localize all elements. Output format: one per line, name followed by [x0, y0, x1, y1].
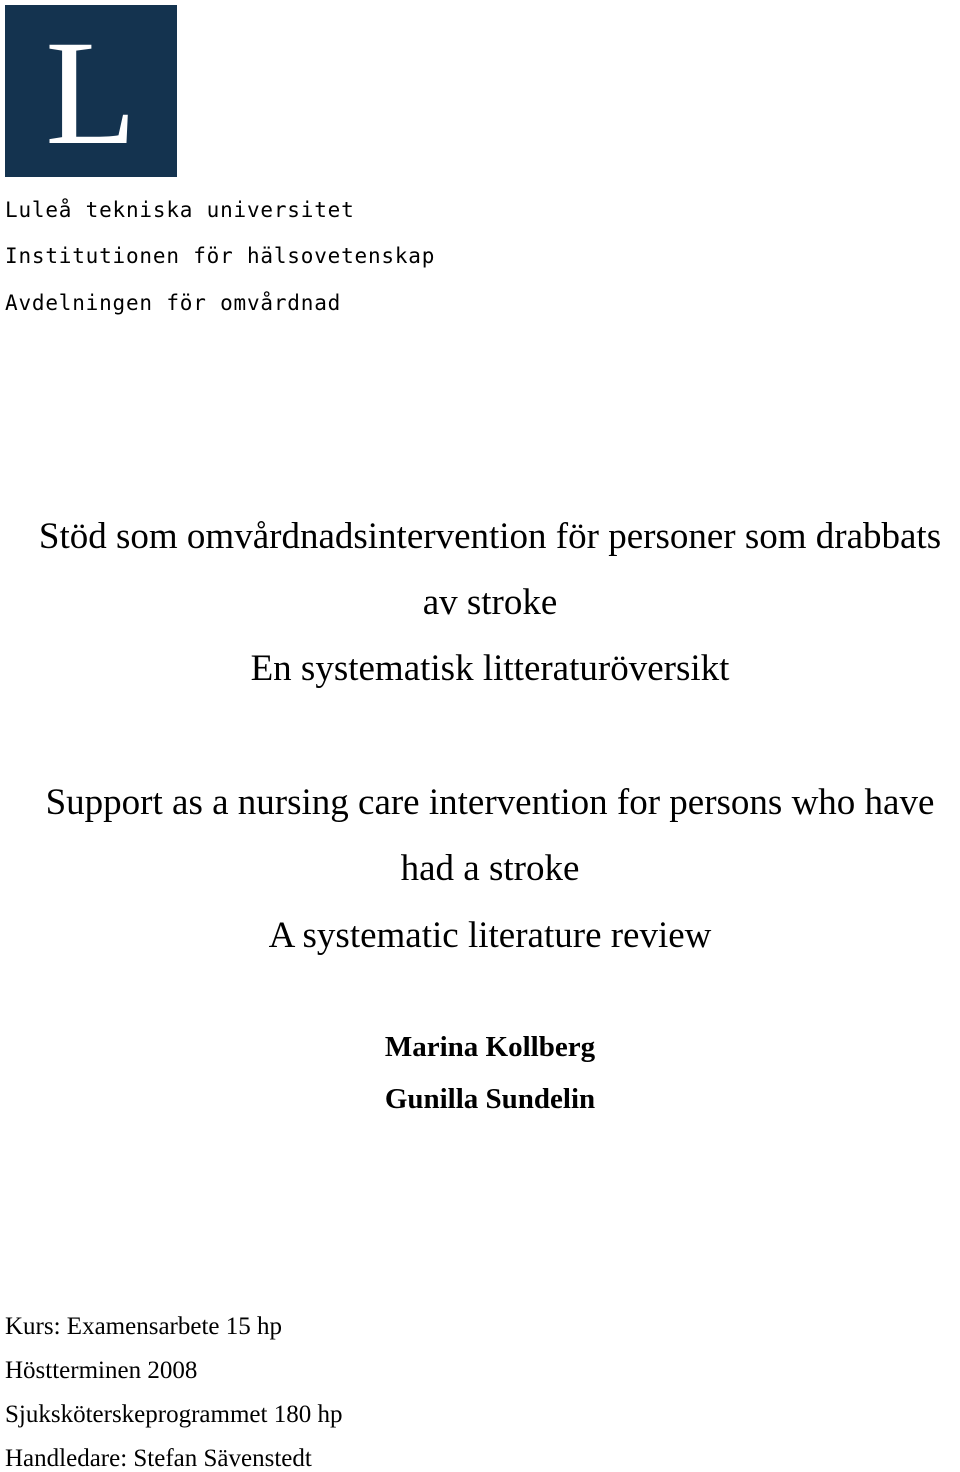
term-label: Höstterminen 2008 [5, 1357, 198, 1384]
university-logo [5, 5, 177, 177]
author-1: Marina Kollberg [384, 1031, 596, 1063]
swedish-title-line-2: av stroke [422, 582, 558, 623]
author-2: Gunilla Sundelin [384, 1083, 596, 1115]
swedish-title-line-1: Stöd som omvårdnadsintervention för personer som drabbats [38, 516, 942, 557]
department-name: Institutionen för hälsovetenskap [5, 244, 436, 268]
english-subtitle: A systematic literature review [268, 915, 712, 956]
university-name: Luleå tekniska universitet [5, 198, 355, 222]
program-label: Sjuksköterskeprogrammet 180 hp [5, 1401, 343, 1428]
swedish-subtitle: En systematisk litteraturöversikt [250, 648, 730, 689]
english-title-line-1: Support as a nursing care intervention for persons who have [45, 782, 935, 823]
division-name: Avdelningen för omvårdnad [5, 291, 342, 315]
course-label: Kurs: Examensarbete 15 hp [5, 1313, 283, 1340]
supervisor-label: Handledare: Stefan Sävenstedt [5, 1445, 312, 1472]
english-title-line-2: had a stroke [400, 848, 580, 889]
logo-letter: L [45, 10, 137, 176]
